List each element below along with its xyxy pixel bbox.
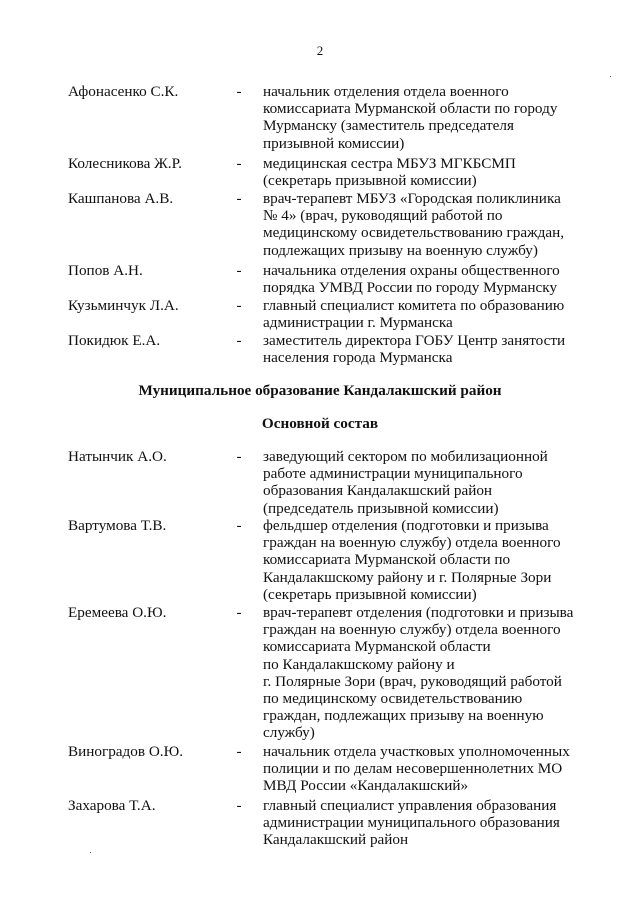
member-entry — [0, 797, 640, 851]
member-name: Афонасенко С.К. — [68, 83, 179, 100]
member-position: медицинская сестра МБУЗ МГКБСМП (секретарь призывной комиссии) — [263, 155, 516, 190]
member-entry — [0, 83, 640, 155]
member-name: Виноградов О.Ю. — [68, 743, 184, 760]
member-position: заместитель директора ГОБУ Центр занятости населения города Мурманска — [263, 332, 566, 367]
subsection-title: Основной состав — [261, 415, 379, 432]
dash-separator: - — [236, 448, 242, 465]
members-list-murmansk — [0, 83, 640, 367]
scan-speck — [90, 852, 91, 853]
page-number: 2 — [316, 43, 324, 58]
dash-separator: - — [236, 743, 242, 760]
member-entry — [0, 190, 640, 262]
members-list-kandalaksha — [0, 448, 640, 851]
member-entry — [0, 448, 640, 517]
dash-separator: - — [236, 517, 242, 534]
member-position: начальника отделения охраны общественного порядка УМВД России по городу Мурманску — [263, 262, 560, 297]
member-name: Кузьминчук Л.А. — [68, 297, 179, 314]
member-position: врач-терапевт МБУЗ «Городская поликлиника № 4» (врач, руководящий работой по медицинскому освидетельствованию граждан, подлежащих призыву на военную службу) — [263, 190, 565, 259]
scan-speck — [610, 76, 611, 77]
dash-separator: - — [236, 332, 242, 349]
dash-separator: - — [236, 604, 242, 621]
member-name: Попов А.Н. — [68, 262, 143, 279]
member-entry — [0, 155, 640, 190]
member-position: начальник отдела участковых уполномоченных полиции и по делам несовершеннолетних МО МВД России «Кандалакшский» — [263, 743, 570, 795]
member-entry — [0, 297, 640, 332]
member-position: фельдшер отделения (подготовки и призыва граждан на военную службу) отдела военного комиссариата Мурманской области по Кандалакшскому району и г. Полярные Зори (секретарь призывной комиссии) — [263, 517, 561, 603]
member-name: Кашпанова А.В. — [68, 190, 174, 207]
member-name: Еремеева О.Ю. — [68, 604, 167, 621]
dash-separator: - — [236, 190, 242, 207]
dash-separator: - — [236, 297, 242, 314]
dash-separator: - — [236, 155, 242, 172]
member-position: заведующий сектором по мобилизационной работе администрации муниципального образования Кандалакшский район (председатель призывной комиссии) — [263, 448, 548, 517]
member-position: врач-терапевт отделения (подготовки и призыва граждан на военную службу) отдела военного комиссариата Мурманской области по Кандалакшскому району и г. Полярные Зори (врач, руководящий работой по медицинскому освидетельствованию граждан, подлежащих призыву на военную службу) — [263, 604, 574, 742]
member-entry — [0, 262, 640, 297]
dash-separator: - — [236, 797, 242, 814]
member-position: главный специалист управления образования администрации муниципального образования Кандалакшский район — [263, 797, 560, 849]
member-entry — [0, 604, 640, 743]
dash-separator: - — [236, 83, 242, 100]
member-position: начальник отделения отдела военного комиссариата Мурманской области по городу Мурманску (заместитель председателя призывной комиссии) — [263, 83, 558, 152]
dash-separator: - — [236, 262, 242, 279]
section-title: Муниципальное образование Кандалакшский район — [138, 382, 502, 399]
member-name: Покидюк Е.А. — [68, 332, 161, 349]
member-name: Захарова Т.А. — [68, 797, 156, 814]
member-position: главный специалист комитета по образованию администрации г. Мурманска — [263, 297, 565, 332]
member-entry — [0, 743, 640, 797]
member-entry — [0, 332, 640, 367]
member-name: Колесникова Ж.Р. — [68, 155, 182, 172]
member-name: Вартумова Т.В. — [68, 517, 167, 534]
member-name: Натынчик А.О. — [68, 448, 167, 465]
member-entry — [0, 517, 640, 604]
